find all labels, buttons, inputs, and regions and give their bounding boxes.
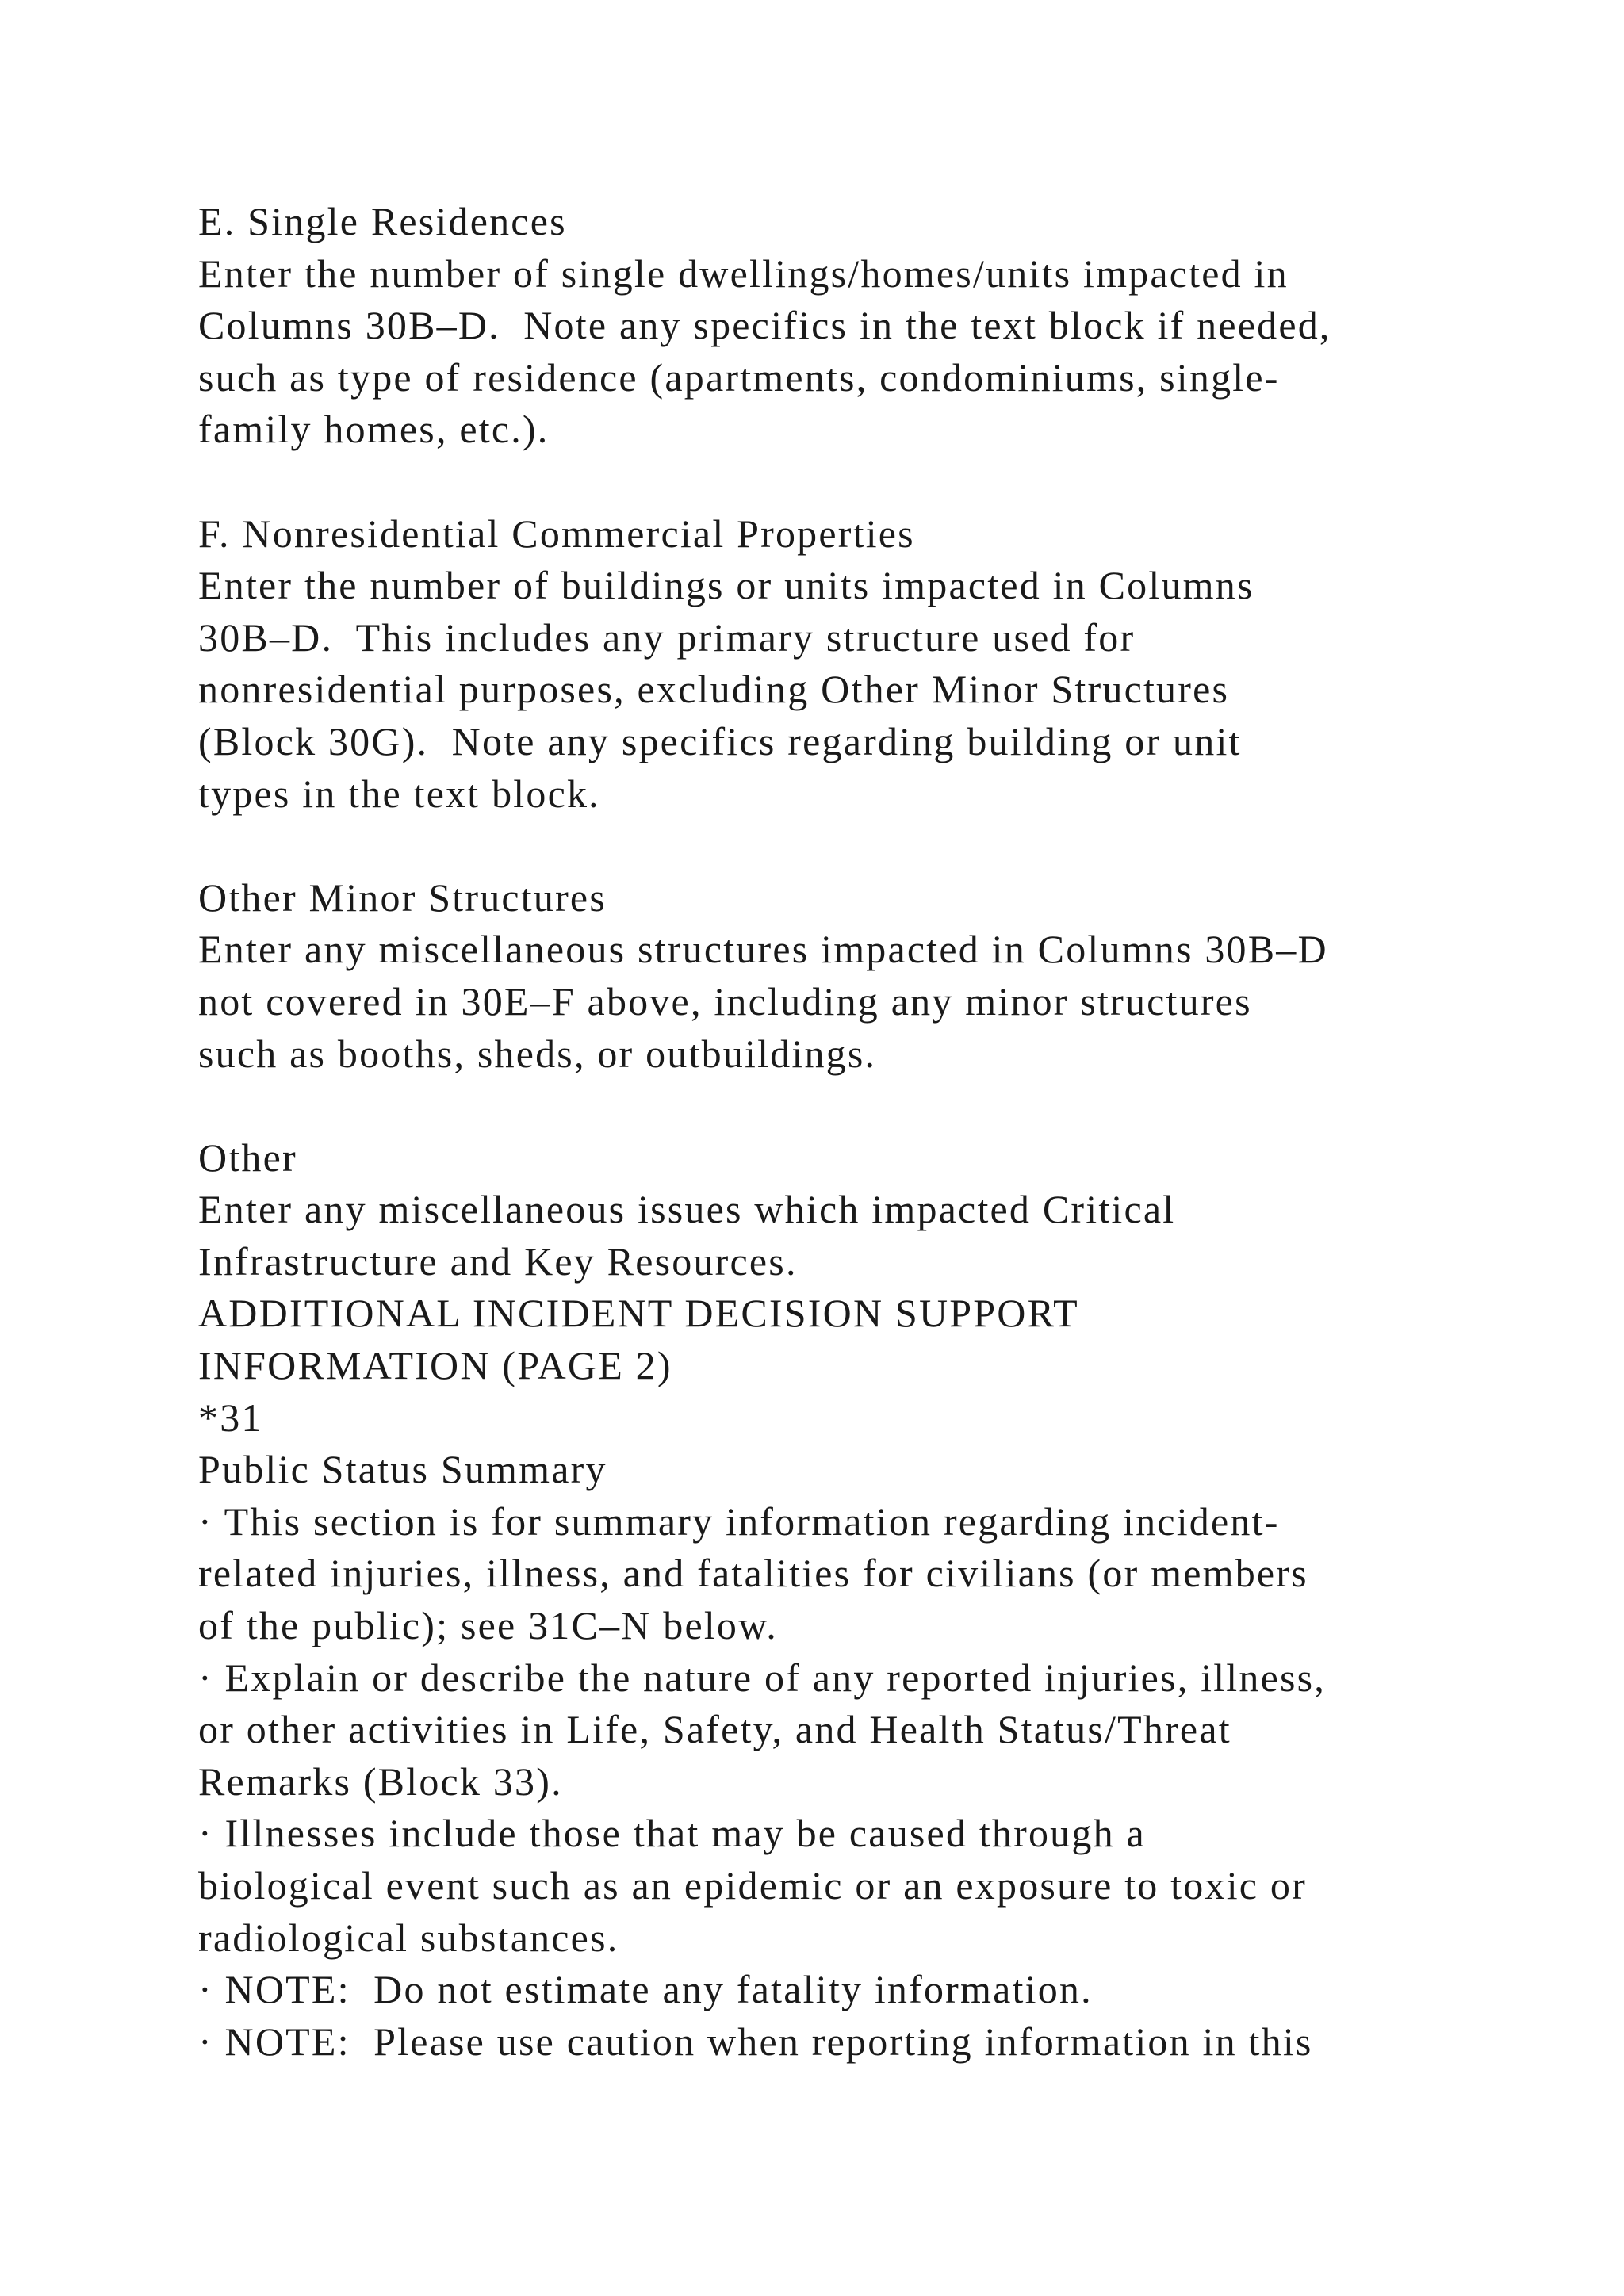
blank-line	[198, 456, 1499, 508]
note-line: · NOTE: Please use caution when reporting information in this	[198, 2019, 1313, 2064]
section-heading: ADDITIONAL INCIDENT DECISION SUPPORT	[198, 1291, 1079, 1336]
bullet-line: or other activities in Life, Safety, and Health Status/Threat	[198, 1707, 1231, 1752]
paragraph-line: such as booths, sheds, or outbuildings.	[198, 1031, 877, 1076]
paragraph-line: Enter the number of buildings or units impacted in Columns	[198, 563, 1254, 608]
paragraph-line: such as type of residence (apartments, condominiums, single-	[198, 354, 1280, 400]
note-line: · NOTE: Do not estimate any fatality information.	[198, 1967, 1093, 2012]
blank-line	[198, 820, 1499, 872]
heading-public-status-summary: Public Status Summary	[198, 1447, 607, 1492]
bullet-line: · Explain or describe the nature of any reported injuries, illness,	[198, 1655, 1326, 1700]
bullet-line: · This section is for summary information regarding incident-	[198, 1498, 1280, 1544]
bullet-line: biological event such as an epidemic or an exposure to toxic or	[198, 1863, 1307, 1908]
paragraph-line: Columns 30B–D. Note any specifics in the text block if needed,	[198, 303, 1331, 348]
bullet-line: related injuries, illness, and fatalities for civilians (or members	[198, 1551, 1308, 1596]
heading-other: Other	[198, 1135, 297, 1180]
heading-other-minor-structures: Other Minor Structures	[198, 874, 607, 920]
paragraph-line: (Block 30G). Note any specifics regarding building or unit	[198, 718, 1242, 763]
paragraph-line: Enter any miscellaneous structures impacted in Columns 30B–D	[198, 927, 1328, 972]
paragraph-line: nonresidential purposes, excluding Other Minor Structures	[198, 667, 1230, 712]
paragraph-line: family homes, etc.).	[198, 407, 550, 452]
heading-nonresidential-commercial: F. Nonresidential Commercial Properties	[198, 511, 915, 556]
bullet-line: Remarks (Block 33).	[198, 1758, 563, 1804]
paragraph-line: types in the text block.	[198, 771, 600, 816]
blank-line	[198, 1080, 1499, 1132]
document-text	[198, 196, 1499, 2068]
section-heading: INFORMATION (PAGE 2)	[198, 1343, 672, 1388]
paragraph-line: Enter any miscellaneous issues which impacted Critical	[198, 1187, 1176, 1232]
paragraph-line: not covered in 30E–F above, including any minor structures	[198, 978, 1252, 1024]
paragraph-line: Enter the number of single dwellings/homes/units impacted in	[198, 251, 1289, 296]
paragraph-line: 30B–D. This includes any primary structure used for	[198, 614, 1136, 660]
bullet-line: · Illnesses include those that may be caused through a	[198, 1811, 1146, 1856]
bullet-line: radiological substances.	[198, 1915, 619, 1960]
block-number: *31	[198, 1395, 263, 1440]
paragraph-line: Infrastructure and Key Resources.	[198, 1238, 798, 1284]
bullet-line: of the public); see 31C–N below.	[198, 1603, 778, 1648]
heading-single-residences: E. Single Residences	[198, 199, 567, 243]
